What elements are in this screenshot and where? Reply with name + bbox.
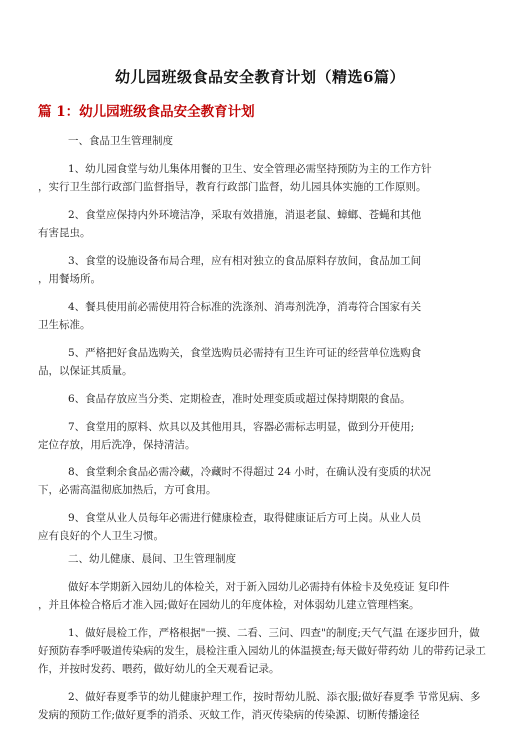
paragraph-2 xyxy=(38,206,488,242)
paragraph-line: 8、食堂剩余食品必需冷藏，冷藏时不得超过 24 小时，在确认没有变质的状况 xyxy=(68,466,431,478)
paragraph-line: 3、食堂的设施设备布局合理，应有相对独立的食品原料存放间，食品加工间 xyxy=(68,255,422,267)
paragraph-line: 应有良好的个人卫生习惯。 xyxy=(38,530,164,542)
paragraph-line: 下，必需高温彻底加热后，方可食用。 xyxy=(38,484,217,496)
paragraph-line: 7、食堂用的原料、炊具以及其他用具，容器必需标志明显，做到分开使用; xyxy=(68,421,415,433)
paragraph-line: 1、幼儿园食堂与幼儿集体用餐的卫生、安全管理必需坚持预防为主的工作方针 xyxy=(68,163,432,175)
paragraph-line: 作，并按时发药、喂药，做好幼儿的全天观看记录。 xyxy=(38,663,280,675)
paragraph-line: ，实行卫生部行政部门监督指导，教育行政部门监督，幼儿园具体实施的工作原则。 xyxy=(38,181,427,193)
paragraph-4 xyxy=(38,298,488,334)
paragraph-5 xyxy=(38,344,488,380)
paragraph-3 xyxy=(38,252,488,288)
paragraph-line: 1、做好晨检工作，严格根据"一摸、二看、三问、四查"的制度;天气气温 在逐步回升，做 xyxy=(68,627,480,639)
paragraph-12 xyxy=(38,688,488,724)
paragraph-line: ，并且体检合格后才准入园;做好在园幼儿的年度体检，对体弱幼儿建立管理档案。 xyxy=(38,599,420,611)
paragraph-1 xyxy=(38,160,488,196)
paragraph-11 xyxy=(38,624,488,678)
paragraph-line: 品，以保证其质量。 xyxy=(38,365,133,377)
paragraph-line: 4、餐具使用前必需使用符合标准的洗涤剂、消毒剂洗净，消毒符合国家有关 xyxy=(68,301,422,313)
paragraph-8 xyxy=(38,463,488,499)
paragraph-line: 5、严格把好食品选购关，食堂选购员必需持有卫生许可证的经营单位选购食 xyxy=(68,347,422,359)
paragraph-line: 2、做好春夏季节的幼儿健康护理工作，按时帮幼儿脱、添衣服;做好春夏季 节常见病、多 xyxy=(68,691,481,703)
paragraph-line: 定位存放，用后洗净，保持清洁。 xyxy=(38,439,196,451)
paragraph-line: 9、食堂从业人员每年必需进行健康检查，取得健康证后方可上岗。从业人员 xyxy=(68,512,422,524)
paragraph-7 xyxy=(38,418,488,454)
paragraph-9 xyxy=(38,509,488,545)
paragraph-line: 卫生标准。 xyxy=(38,319,91,331)
document-title: 幼儿园班级食品安全教育计划（精选6篇） xyxy=(115,68,405,86)
section-title: 篇 1：幼儿园班级食品安全教育计划 xyxy=(38,104,255,120)
paragraph-line: ，用餐场所。 xyxy=(38,273,101,285)
paragraph-line: 发病的预防工作;做好夏季的消杀、灭蚊工作，消灭传染病的传染源、切断传播途径 xyxy=(38,709,420,721)
paragraph-line: 好预防春季呼吸道传染病的发生，晨检注重入园幼儿的体温摸查;每天做好带药幼 儿的带药记录工 xyxy=(38,645,486,657)
paragraph-6 xyxy=(38,390,488,408)
paragraph-line: 做好本学期新入园幼儿的体检关，对于新入园幼儿必需持有体检卡及免疫证 复印件 xyxy=(68,581,450,593)
paragraph-10 xyxy=(38,578,488,614)
paragraph-line: 2、食堂应保持内外环境洁净，采取有效措施，消退老鼠、蟑螂、苍蝇和其他 xyxy=(68,209,422,221)
paragraph-line: 6、食品存放应当分类、定期检查，准时处理变质或超过保持期限的食品。 xyxy=(68,393,411,405)
subheading-health-check: 二、幼儿健康、晨间、卫生管理制度 xyxy=(68,553,236,565)
paragraph-line: 有害昆虫。 xyxy=(38,227,91,239)
subheading-food-hygiene: 一、食品卫生管理制度 xyxy=(68,135,173,147)
